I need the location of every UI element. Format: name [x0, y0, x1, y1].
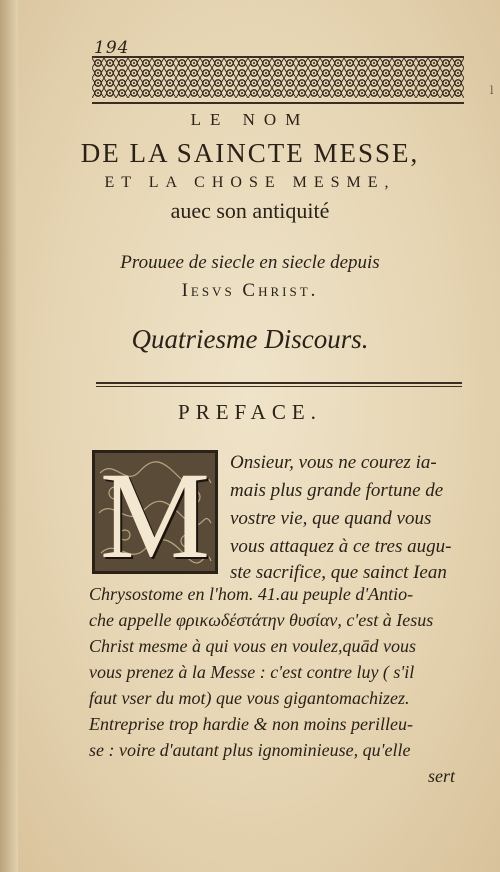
title-line-3: ET LA CHOSE MESME, [104, 174, 396, 191]
section-heading: PREFACE. [178, 400, 322, 424]
divider-rule-thin [96, 386, 462, 387]
body-line-8: Christ mesme à qui vous en voulez,quād vous [89, 636, 416, 656]
body-line-9: vous prenez à la Messe : c'est contre luy ( s'il [89, 662, 415, 682]
body-line-10: faut vser du mot) que vous gigantomachizez. [89, 688, 410, 708]
decorated-initial [92, 450, 218, 574]
margin-mark: l [490, 84, 494, 97]
title-line-1: LE NOM [190, 110, 310, 129]
body-line-11: Entreprise trop hardie & non moins perilleu- [89, 714, 413, 734]
body-line-5: ste sacrifice, que sainct Iean [230, 562, 447, 583]
body-line-3: vostre vie, que quand vous [230, 508, 432, 529]
body-line-4: vous attaquez à ce tres augu- [230, 536, 452, 557]
body-line-6: Chrysostome en l'hom. 41.au peuple d'Antio- [89, 584, 414, 604]
body-line-12: se : voire d'autant plus ignominieuse, qu'elle [89, 740, 411, 760]
ornament-pattern-icon [92, 58, 464, 98]
dropcap-letter: M [99, 450, 211, 574]
title-line-5: Prouuee de siecle en siecle depuis [120, 252, 380, 273]
catchword: sert [428, 766, 455, 786]
page-number: 194 [94, 38, 130, 58]
ornamental-headpiece [92, 56, 464, 104]
body-line-2: mais plus grande fortune de [230, 480, 444, 501]
title-line-2: DE LA SAINCTE MESSE, [80, 138, 420, 168]
body-line-7: che appelle φρικωδέστάτην θυσίαν, c'est à Iesus [89, 610, 434, 630]
title-line-6: Iesvs Christ. [181, 280, 319, 301]
page-gutter [0, 0, 18, 872]
divider-rule [96, 382, 462, 384]
title-line-4: auec son antiquité [170, 198, 330, 223]
body-line-1: Onsieur, vous ne courez ia- [230, 452, 437, 473]
discourse-title: Quatriesme Discours. [131, 324, 369, 354]
